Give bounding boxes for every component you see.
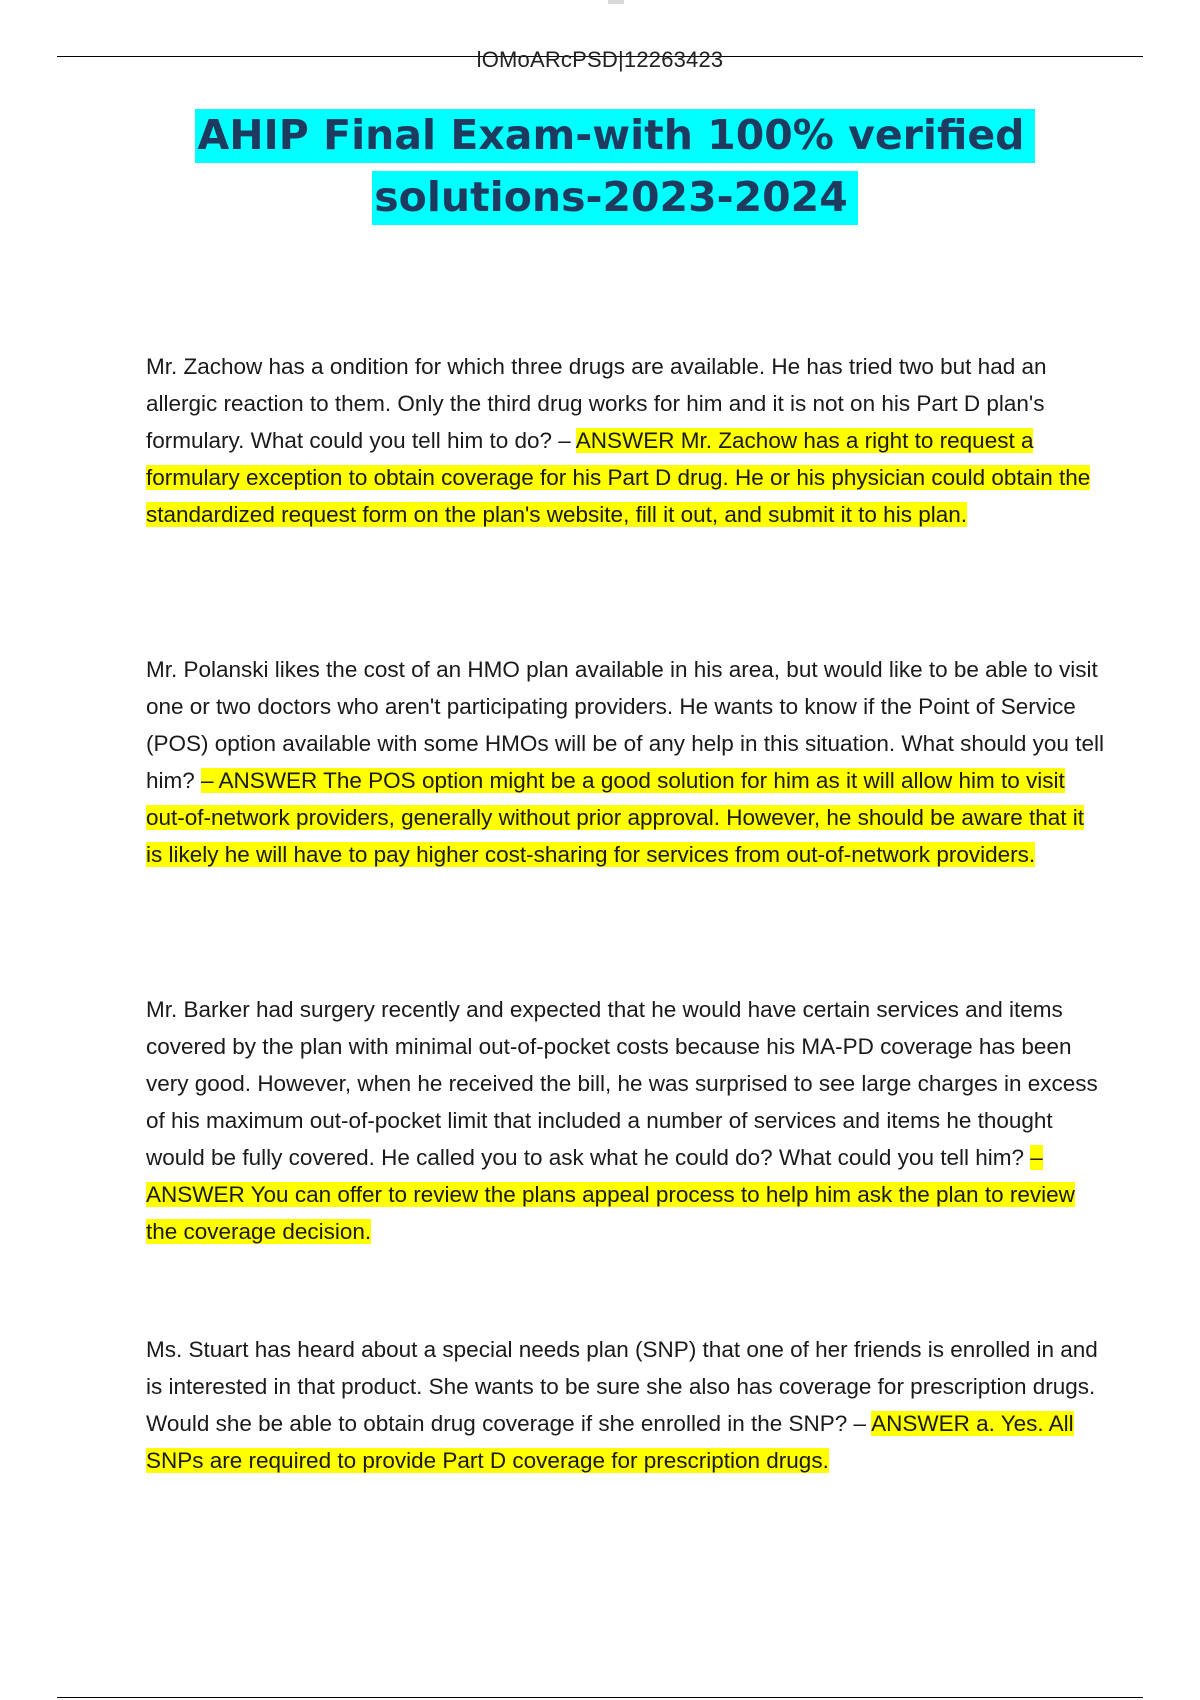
question-text: Ms. Stuart has heard about a special needs plan (SNP) that one of her friends is enrolled in and is interested in that product. She wants to be sure she also has coverage for prescription drugs. Would she be able to obtain drug coverage if she enrolled in the SNP? – <box>146 1337 1098 1436</box>
question-text: Mr. Zachow has a ondition for which three drugs are available. He has tried two but had an allergic reaction to them. Only the third drug works for him and it is not on his Part D plan's formulary. What could you tell him to do? – <box>146 354 1047 453</box>
qa-item <box>146 991 1104 1250</box>
qa-item <box>146 651 1104 873</box>
qa-item <box>146 1331 1104 1479</box>
answer-text: ANSWER a. Yes. All SNPs are required to provide Part D coverage for prescription drugs. <box>146 1411 1074 1473</box>
answer-text: – ANSWER The POS option might be a good solution for him as it will allow him to visit out-of-network providers, generally without prior approval. However, he should be aware that it is likely he will have to pay higher cost-sharing for services from out-of-network providers. <box>146 768 1084 867</box>
page-top-mark <box>608 0 624 4</box>
footer-rule <box>57 1697 1143 1698</box>
question-text: Mr. Barker had surgery recently and expected that he would have certain services and items covered by the plan with minimal out-of-pocket costs because his MA-PD coverage has been very good. However, when he received the bill, he was surprised to see large charges in excess of his maximum out-of-pocket limit that included a number of services and items he thought would be fully covered. He called you to ask what he could do? What could you tell him? <box>146 997 1098 1170</box>
page-title <box>60 104 1170 228</box>
question-text: Mr. Polanski likes the cost of an HMO plan available in his area, but would like to be able to visit one or two doctors who aren't participating providers. He wants to know if the Point of Service (POS) option available with some HMOs will be of any help in this situation. What should you tell him? <box>146 657 1104 793</box>
qa-item <box>146 348 1104 533</box>
title-line-1: AHIP Final Exam-with 100% verified <box>195 109 1034 163</box>
title-line-2: solutions-2023-2024 <box>372 171 857 225</box>
answer-text: – ANSWER You can offer to review the plans appeal process to help him ask the plan to review the coverage decision. <box>146 1145 1075 1244</box>
document-id: lOMoARcPSD|12263423 <box>476 47 724 72</box>
answer-text: ANSWER Mr. Zachow has a right to request a formulary exception to obtain coverage for his Part D drug. He or his physician could obtain the standardized request form on the plan's website, fill it out, and submit it to his plan. <box>146 428 1091 527</box>
